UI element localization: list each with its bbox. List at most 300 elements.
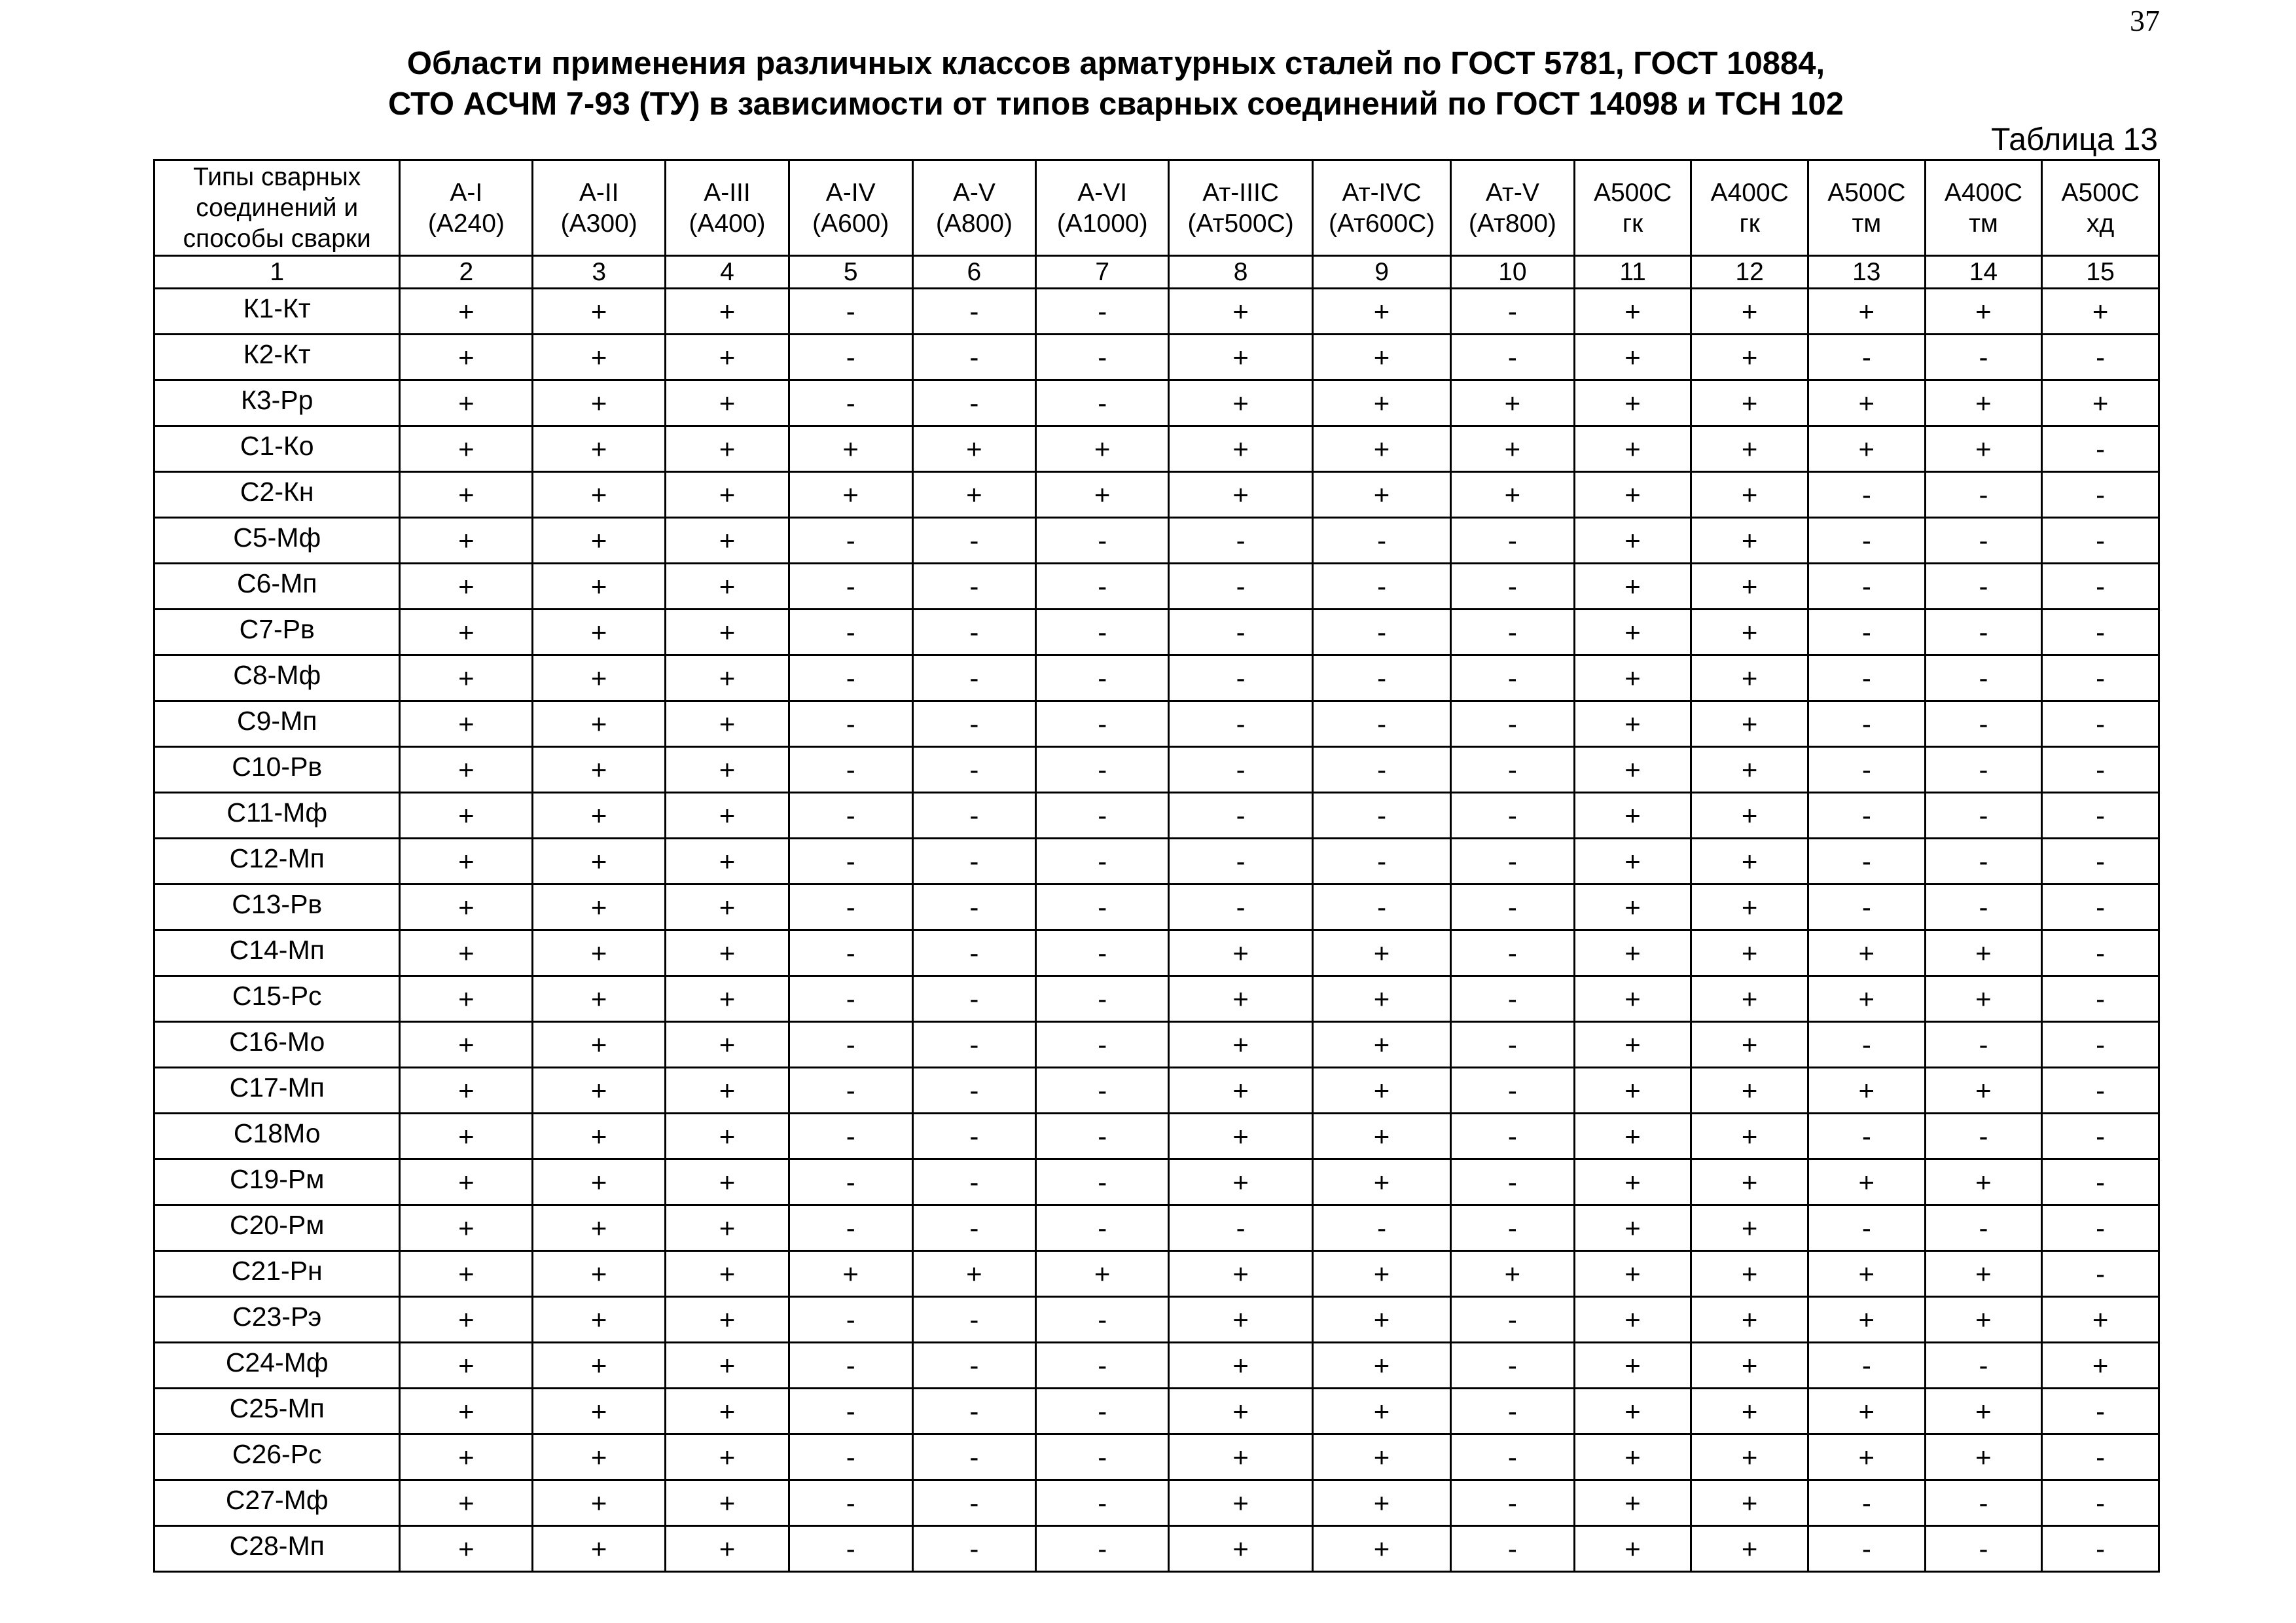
applicability-mark-cell: - (789, 1343, 912, 1389)
applicability-mark-cell: + (1451, 426, 1575, 472)
table-row (154, 884, 2159, 930)
applicability-mark-cell: + (1691, 1159, 1808, 1205)
applicability-mark-cell: + (912, 1251, 1036, 1297)
applicability-mark-cell: + (1574, 976, 1691, 1022)
applicability-mark-cell: + (1451, 472, 1575, 518)
applicability-mark-cell: - (1036, 839, 1169, 884)
header-line: (А300) (560, 209, 637, 238)
table-label: Таблица 13 (1991, 122, 2158, 157)
applicability-mark-cell: + (789, 472, 912, 518)
applicability-mark-cell: - (1313, 655, 1451, 701)
applicability-mark-cell: + (1313, 380, 1451, 426)
applicability-mark-cell: + (1808, 1297, 1926, 1343)
applicability-mark-cell: - (1036, 1343, 1169, 1389)
table-row (154, 655, 2159, 701)
applicability-mark-cell: + (400, 1159, 533, 1205)
applicability-mark-cell: + (1313, 472, 1451, 518)
applicability-mark-cell: + (1313, 1526, 1451, 1572)
applicability-mark-cell: - (1808, 793, 1926, 839)
applicability-mark-cell: - (789, 335, 912, 380)
applicability-mark-cell: + (1169, 976, 1313, 1022)
applicability-mark-cell: + (1691, 1205, 1808, 1251)
applicability-mark-cell: - (1808, 1343, 1926, 1389)
applicability-mark-cell: - (1808, 701, 1926, 747)
applicability-mark-cell: - (2042, 1526, 2159, 1572)
applicability-mark-cell: + (400, 610, 533, 655)
applicability-mark-cell: - (789, 289, 912, 335)
header-line: А400С (1944, 178, 2023, 207)
applicability-mark-cell: - (1036, 1297, 1169, 1343)
applicability-mark-cell: - (1925, 335, 2042, 380)
applicability-mark-cell: - (1451, 1159, 1575, 1205)
applicability-mark-cell: + (1691, 426, 1808, 472)
applicability-mark-cell: + (1808, 1251, 1926, 1297)
applicability-mark-cell: + (400, 1114, 533, 1159)
applicability-mark-cell: + (400, 1389, 533, 1434)
applicability-mark-cell: - (912, 610, 1036, 655)
applicability-mark-cell: - (1169, 655, 1313, 701)
joint-type-cell: С23-Рэ (154, 1297, 400, 1343)
applicability-mark-cell: + (1451, 1251, 1575, 1297)
joint-type-cell: С10-Рв (154, 747, 400, 793)
applicability-mark-cell: - (789, 380, 912, 426)
applicability-mark-cell: + (1036, 1251, 1169, 1297)
applicability-mark-cell: + (666, 335, 789, 380)
applicability-mark-cell: - (912, 289, 1036, 335)
applicability-mark-cell: + (533, 655, 666, 701)
applicability-mark-cell: + (1691, 1389, 1808, 1434)
applicability-mark-cell: - (1925, 610, 2042, 655)
applicability-mark-cell: + (1169, 1389, 1313, 1434)
applicability-mark-cell: - (1451, 701, 1575, 747)
applicability-mark-cell: + (1925, 1434, 2042, 1480)
applicability-mark-cell: + (1574, 518, 1691, 564)
applicability-mark-cell: - (1313, 518, 1451, 564)
applicability-mark-cell: - (2042, 1068, 2159, 1114)
applicability-mark-cell: + (533, 289, 666, 335)
applicability-mark-cell: - (1451, 976, 1575, 1022)
applicability-mark-cell: - (1925, 1343, 2042, 1389)
joint-type-cell: С9-Мп (154, 701, 400, 747)
applicability-mark-cell: - (2042, 884, 2159, 930)
table-row (154, 380, 2159, 426)
applicability-mark-cell: - (1925, 518, 2042, 564)
column-number-row (154, 256, 2159, 289)
applicability-mark-cell: - (1808, 564, 1926, 610)
applicability-mark-cell: + (1574, 1343, 1691, 1389)
applicability-mark-cell: - (2042, 426, 2159, 472)
table-row (154, 1434, 2159, 1480)
applicability-mark-cell: - (1036, 1526, 1169, 1572)
applicability-mark-cell: - (1808, 747, 1926, 793)
column-number-cell: 4 (666, 256, 789, 289)
applicability-mark-cell: - (789, 701, 912, 747)
applicability-mark-cell: - (1036, 289, 1169, 335)
applicability-mark-cell: - (2042, 610, 2159, 655)
applicability-mark-cell: - (1451, 1068, 1575, 1114)
applicability-mark-cell: + (533, 1526, 666, 1572)
joint-type-cell: С20-Рм (154, 1205, 400, 1251)
applicability-mark-cell: + (1691, 1434, 1808, 1480)
applicability-mark-cell: + (1691, 976, 1808, 1022)
applicability-mark-cell: + (1036, 472, 1169, 518)
header-line: (А1000) (1056, 209, 1148, 238)
applicability-mark-cell: - (1036, 1114, 1169, 1159)
applicability-mark-cell: + (789, 426, 912, 472)
applicability-mark-cell: + (1925, 1068, 2042, 1114)
applicability-mark-cell: - (912, 1434, 1036, 1480)
applicability-mark-cell: + (1925, 1389, 2042, 1434)
applicability-mark-cell: + (666, 1068, 789, 1114)
header-cell-steel-class (2042, 160, 2159, 256)
applicability-mark-cell: + (1169, 1251, 1313, 1297)
joint-type-cell: С24-Мф (154, 1343, 400, 1389)
header-line: способы сварки (183, 225, 371, 253)
header-cell-steel-class (1808, 160, 1926, 256)
header-line: Ат-IVС (1342, 178, 1422, 207)
joint-type-cell: С17-Мп (154, 1068, 400, 1114)
applicability-mark-cell: + (1574, 1297, 1691, 1343)
column-number-cell: 11 (1574, 256, 1691, 289)
applicability-mark-cell: + (400, 930, 533, 976)
table-row (154, 1022, 2159, 1068)
applicability-mark-cell: + (1313, 426, 1451, 472)
header-line: (А600) (812, 209, 889, 238)
applicability-mark-cell: + (1574, 655, 1691, 701)
applicability-mark-cell: + (533, 1480, 666, 1526)
applicability-mark-cell: - (789, 564, 912, 610)
applicability-mark-cell: - (1036, 747, 1169, 793)
header-cell-steel-class (912, 160, 1036, 256)
applicability-mark-cell: + (666, 747, 789, 793)
applicability-mark-cell: + (1169, 930, 1313, 976)
joint-type-cell: К2-Кт (154, 335, 400, 380)
applicability-mark-cell: + (1925, 380, 2042, 426)
column-number-cell: 1 (154, 256, 400, 289)
header-line: А-III (704, 178, 751, 207)
header-line: (Ат600С) (1328, 209, 1435, 238)
applicability-mark-cell: + (1574, 426, 1691, 472)
applicability-mark-cell: + (1691, 518, 1808, 564)
applicability-mark-cell: + (533, 1389, 666, 1434)
applicability-mark-cell: + (400, 976, 533, 1022)
applicability-mark-cell: + (1808, 380, 1926, 426)
applicability-mark-cell: + (1313, 1297, 1451, 1343)
column-number-cell: 9 (1313, 256, 1451, 289)
header-line: Типы сварных (193, 163, 361, 191)
applicability-mark-cell: - (1808, 518, 1926, 564)
applicability-mark-cell: + (1169, 1526, 1313, 1572)
applicability-mark-cell: - (789, 884, 912, 930)
applicability-mark-cell: + (533, 1434, 666, 1480)
applicability-mark-cell: + (1574, 884, 1691, 930)
applicability-mark-cell: + (1313, 1480, 1451, 1526)
joint-type-cell: С19-Рм (154, 1159, 400, 1205)
applicability-mark-cell: + (1691, 747, 1808, 793)
applicability-mark-cell: + (666, 1114, 789, 1159)
applicability-mark-cell: - (789, 930, 912, 976)
applicability-mark-cell: - (912, 701, 1036, 747)
applicability-mark-cell: + (1691, 1526, 1808, 1572)
applicability-mark-cell: + (666, 472, 789, 518)
table-row (154, 839, 2159, 884)
applicability-mark-cell: + (533, 1159, 666, 1205)
applicability-mark-cell: + (1313, 976, 1451, 1022)
header-cell-steel-class (533, 160, 666, 256)
applicability-mark-cell: + (400, 1068, 533, 1114)
applicability-mark-cell: - (912, 1526, 1036, 1572)
applicability-mark-cell: + (400, 1022, 533, 1068)
applicability-mark-cell: - (1808, 472, 1926, 518)
applicability-mark-cell: + (1691, 701, 1808, 747)
applicability-mark-cell: + (666, 380, 789, 426)
applicability-mark-cell: + (666, 884, 789, 930)
header-cell-steel-class (1925, 160, 2042, 256)
applicability-mark-cell: - (1313, 793, 1451, 839)
column-number-cell: 13 (1808, 256, 1926, 289)
applicability-mark-cell: - (2042, 1159, 2159, 1205)
applicability-mark-cell: - (1808, 1526, 1926, 1572)
applicability-mark-cell: + (1808, 930, 1926, 976)
applicability-mark-cell: + (1691, 1343, 1808, 1389)
header-line: А500С (1827, 178, 1906, 207)
applicability-mark-cell: + (666, 564, 789, 610)
applicability-mark-cell: - (1036, 1434, 1169, 1480)
applicability-mark-cell: + (1574, 1480, 1691, 1526)
applicability-mark-cell: - (1036, 655, 1169, 701)
table-row (154, 1251, 2159, 1297)
joint-type-cell: С13-Рв (154, 884, 400, 930)
header-line: А-VI (1077, 178, 1128, 207)
applicability-mark-cell: - (1036, 930, 1169, 976)
applicability-mark-cell: - (1169, 564, 1313, 610)
applicability-mark-cell: + (1313, 1434, 1451, 1480)
applicability-mark-cell: + (1691, 1068, 1808, 1114)
applicability-mark-cell: - (1925, 472, 2042, 518)
applicability-mark-cell: + (1169, 426, 1313, 472)
applicability-mark-cell: + (1808, 1159, 1926, 1205)
applicability-mark-cell: - (912, 1068, 1036, 1114)
applicability-mark-cell: - (1808, 1205, 1926, 1251)
applicability-mark-cell: - (1925, 701, 2042, 747)
applicability-mark-cell: + (1313, 335, 1451, 380)
applicability-mark-cell: - (1808, 884, 1926, 930)
applicability-mark-cell: - (1169, 839, 1313, 884)
applicability-mark-cell: - (789, 518, 912, 564)
applicability-mark-cell: + (1925, 1159, 2042, 1205)
table-row (154, 472, 2159, 518)
applicability-mark-cell: - (1451, 335, 1575, 380)
header-cell-steel-class (1451, 160, 1575, 256)
header-cell-steel-class (400, 160, 533, 256)
title-line-2: СТО АСЧМ 7-93 (ТУ) в зависимости от типов сварных соединений по ГОСТ 14098 и ТСН 102 (388, 86, 1844, 122)
applicability-mark-cell: + (1313, 1251, 1451, 1297)
header-line: А500С (2061, 178, 2140, 207)
applicability-mark-cell: + (1451, 380, 1575, 426)
applicability-mark-cell: + (666, 518, 789, 564)
applicability-mark-cell: - (1808, 839, 1926, 884)
joint-type-cell: С25-Мп (154, 1389, 400, 1434)
applicability-mark-cell: - (1036, 335, 1169, 380)
applicability-mark-cell: + (1574, 380, 1691, 426)
column-number-cell: 6 (912, 256, 1036, 289)
table-body (154, 289, 2159, 1572)
column-number-cell: 10 (1451, 256, 1575, 289)
applicability-mark-cell: - (1451, 1343, 1575, 1389)
applicability-mark-cell: + (666, 1159, 789, 1205)
applicability-mark-cell: + (1574, 1114, 1691, 1159)
applicability-mark-cell: + (1036, 426, 1169, 472)
joint-type-cell: С15-Рс (154, 976, 400, 1022)
header-line: хд (2086, 209, 2115, 238)
applicability-mark-cell: + (2042, 1297, 2159, 1343)
applicability-mark-cell: + (1169, 1297, 1313, 1343)
applicability-mark-cell: - (1451, 839, 1575, 884)
header-line: (А800) (935, 209, 1013, 238)
applicability-mark-cell: - (1808, 335, 1926, 380)
applicability-mark-cell: + (1574, 472, 1691, 518)
applicability-mark-cell: - (1925, 1480, 2042, 1526)
applicability-mark-cell: + (666, 1434, 789, 1480)
applicability-mark-cell: - (912, 1022, 1036, 1068)
applicability-mark-cell: - (1313, 564, 1451, 610)
table-row (154, 747, 2159, 793)
applicability-mark-cell: + (666, 839, 789, 884)
applicability-mark-cell: + (1169, 1068, 1313, 1114)
applicability-mark-cell: + (1691, 793, 1808, 839)
header-line: А-IV (825, 178, 876, 207)
applicability-mark-cell: + (1169, 472, 1313, 518)
applicability-mark-cell: - (1925, 1526, 2042, 1572)
header-line: тм (1852, 209, 1882, 238)
header-line: А-II (579, 178, 619, 207)
applicability-mark-cell: + (1691, 1297, 1808, 1343)
applicability-mark-cell: - (1169, 701, 1313, 747)
applicability-mark-cell: - (1036, 380, 1169, 426)
applicability-mark-cell: - (1925, 747, 2042, 793)
applicability-mark-cell: + (1691, 1480, 1808, 1526)
applicability-mark-cell: + (533, 518, 666, 564)
applicability-mark-cell: + (912, 472, 1036, 518)
applicability-mark-cell: - (912, 1297, 1036, 1343)
header-line: (А240) (427, 209, 505, 238)
applicability-mark-cell: - (789, 1389, 912, 1434)
applicability-mark-cell: - (2042, 1022, 2159, 1068)
applicability-mark-cell: - (1451, 1434, 1575, 1480)
applicability-mark-cell: + (666, 793, 789, 839)
header-line: А500С (1593, 178, 1672, 207)
applicability-mark-cell: + (666, 1022, 789, 1068)
applicability-mark-cell: - (2042, 1205, 2159, 1251)
applicability-mark-cell: - (1451, 564, 1575, 610)
header-line: тм (1969, 209, 1998, 238)
applicability-mark-cell: + (1808, 289, 1926, 335)
applicability-mark-cell: + (1313, 930, 1451, 976)
applicability-mark-cell: + (1574, 747, 1691, 793)
applicability-mark-cell: - (912, 747, 1036, 793)
applicability-mark-cell: + (533, 930, 666, 976)
applicability-mark-cell: + (1574, 1251, 1691, 1297)
applicability-mark-cell: + (666, 930, 789, 976)
applicability-mark-cell: - (912, 1114, 1036, 1159)
applicability-mark-cell: - (1036, 518, 1169, 564)
applicability-mark-cell: - (789, 747, 912, 793)
applicability-mark-cell: - (912, 976, 1036, 1022)
applicability-mark-cell: + (1574, 701, 1691, 747)
applicability-mark-cell: + (1574, 335, 1691, 380)
applicability-mark-cell: - (912, 1389, 1036, 1434)
applicability-mark-cell: - (1169, 1205, 1313, 1251)
applicability-mark-cell: + (400, 1205, 533, 1251)
applicability-mark-cell: + (400, 426, 533, 472)
joint-type-cell: С21-Рн (154, 1251, 400, 1297)
applicability-mark-cell: + (1691, 472, 1808, 518)
applicability-mark-cell: + (1808, 976, 1926, 1022)
applicability-mark-cell: + (1808, 1068, 1926, 1114)
applicability-mark-cell: - (1451, 1114, 1575, 1159)
applicability-mark-cell: - (912, 1205, 1036, 1251)
column-number-cell: 12 (1691, 256, 1808, 289)
applicability-mark-cell: - (1451, 1297, 1575, 1343)
column-number-cell: 8 (1169, 256, 1313, 289)
header-line: Ат-IIIС (1202, 178, 1279, 207)
header-cell-joint-types (154, 160, 400, 256)
applicability-mark-cell: - (1036, 1480, 1169, 1526)
column-number-cell: 3 (533, 256, 666, 289)
applicability-mark-cell: - (1036, 1205, 1169, 1251)
applicability-mark-cell: + (533, 1068, 666, 1114)
applicability-mark-cell: - (912, 380, 1036, 426)
applicability-mark-cell: - (1036, 1389, 1169, 1434)
applicability-mark-cell: - (1451, 1526, 1575, 1572)
applicability-mark-cell: + (2042, 380, 2159, 426)
applicability-mark-cell: - (1313, 839, 1451, 884)
applicability-mark-cell: - (789, 1022, 912, 1068)
header-line: А400С (1710, 178, 1789, 207)
table-row (154, 1480, 2159, 1526)
applicability-mark-cell: - (789, 976, 912, 1022)
applicability-mark-cell: + (400, 564, 533, 610)
applicability-mark-cell: - (1313, 1205, 1451, 1251)
applicability-mark-cell: + (666, 976, 789, 1022)
applicability-mark-cell: - (1036, 976, 1169, 1022)
applicability-mark-cell: - (1313, 610, 1451, 655)
applicability-mark-cell: - (2042, 1114, 2159, 1159)
applicability-mark-cell: + (912, 426, 1036, 472)
header-row (154, 160, 2159, 256)
applicability-mark-cell: + (533, 793, 666, 839)
header-line: (А400) (689, 209, 766, 238)
applicability-mark-cell: + (1313, 1022, 1451, 1068)
applicability-mark-cell: + (533, 472, 666, 518)
joint-type-cell: С8-Мф (154, 655, 400, 701)
applicability-mark-cell: + (1313, 1343, 1451, 1389)
applicability-mark-cell: - (912, 1159, 1036, 1205)
applicability-mark-cell: + (400, 1251, 533, 1297)
applicability-mark-cell: - (2042, 1434, 2159, 1480)
table-row (154, 1068, 2159, 1114)
applicability-mark-cell: - (1808, 1022, 1926, 1068)
applicability-mark-cell: - (789, 1526, 912, 1572)
applicability-mark-cell: + (1169, 1114, 1313, 1159)
table-row (154, 426, 2159, 472)
header-cell-steel-class (789, 160, 912, 256)
header-cell-steel-class (1691, 160, 1808, 256)
applicability-mark-cell: + (1574, 1205, 1691, 1251)
applicability-mark-cell: - (1036, 564, 1169, 610)
joint-type-cell: С18Мо (154, 1114, 400, 1159)
applicability-mark-cell: + (1169, 1159, 1313, 1205)
